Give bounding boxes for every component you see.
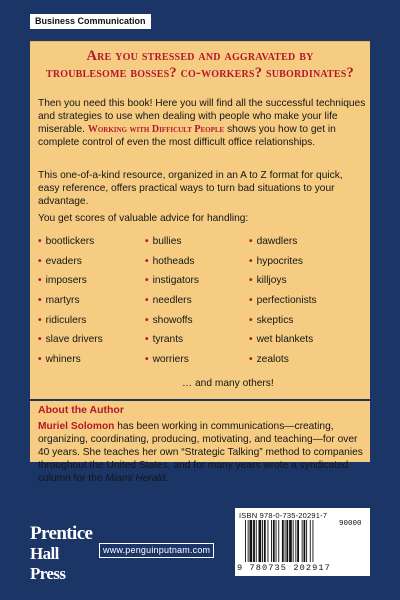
list-item: • needlers: [145, 295, 192, 307]
headline-line-1: Are you stressed and aggravated by: [86, 48, 314, 64]
list-item: • martyrs: [38, 295, 80, 307]
list-item: • hotheads: [145, 255, 195, 267]
list-item: • worriers: [145, 354, 189, 366]
list-item: • evaders: [38, 255, 82, 267]
list-item: • tyrants: [145, 334, 184, 346]
price-code: 90000: [339, 520, 362, 528]
list-item: • slave drivers: [38, 334, 103, 346]
publisher-logo: [30, 523, 96, 583]
and-more-text: … and many others!: [182, 378, 274, 389]
headline-line-2: troublesome bosses? co-workers? subordinates?: [45, 65, 354, 81]
list-column-2: [145, 235, 255, 373]
list-item: • whiners: [38, 354, 81, 366]
intro-text-1: Then you need this book! Here you will find all the successful techniques and strategies to use when dealing with people who make your life miserable.: [38, 98, 366, 135]
intro-paragraph: [38, 97, 368, 149]
barcode-digits: 9 780735 202917: [237, 563, 331, 573]
list-item: • skeptics: [249, 314, 294, 326]
publisher-website: www.penguinputnam.com: [99, 543, 214, 558]
list-item: • showoffs: [145, 314, 193, 326]
book-title: Working with Difficult People: [87, 124, 225, 135]
author-name: Muriel Solomon: [38, 421, 115, 432]
barcode-icon: [245, 520, 335, 562]
list-column-3: [249, 235, 359, 373]
about-divider: [30, 399, 370, 401]
list-item: • bootlickers: [38, 236, 95, 247]
intro-text-2: shows you how to get in complete control of even the most difficult office relationships.: [38, 124, 336, 148]
list-item: • wet blankets: [249, 334, 314, 346]
logo-line-2: Hall Press: [30, 544, 66, 583]
barcode-card: [235, 508, 370, 576]
list-item: • instigators: [145, 275, 200, 287]
list-item: • ridiculers: [38, 314, 87, 326]
list-item: • imposers: [38, 275, 87, 287]
list-item: • killjoys: [249, 275, 287, 287]
list-item: • bullies: [145, 236, 182, 247]
logo-line-1: Prentice: [30, 523, 93, 544]
about-text-1: has been working in communications—creating, organizing, coordinating, producing, motivating, and teaching—for over 40 years. She teaches her own “Strategic Talking” method to companies throughout the United States, and for many years wrote a syndicated column for the: [38, 421, 363, 484]
list-item: • hypocrites: [249, 255, 304, 267]
list-item: • perfectionists: [249, 295, 317, 307]
about-paragraph: [38, 420, 368, 485]
headline: [38, 48, 362, 82]
format-paragraph: This one-of-a-kind resource, organized in an A to Z format for quick, easy reference, offers practical ways to turn bad situations to your advantage.: [38, 170, 343, 207]
category-label: Business Communication: [30, 14, 151, 29]
list-column-1: [38, 235, 148, 373]
list-item: • dawdlers: [249, 236, 298, 247]
newspaper-name: Miami Herald: [105, 473, 166, 484]
list-item: • zealots: [249, 354, 289, 366]
about-heading: About the Author: [38, 404, 124, 416]
isbn-text: ISBN 978-0-735-20291-7: [239, 511, 328, 520]
about-text-2: .: [165, 473, 169, 484]
list-lead-paragraph: You get scores of valuable advice for handling:: [38, 213, 249, 224]
